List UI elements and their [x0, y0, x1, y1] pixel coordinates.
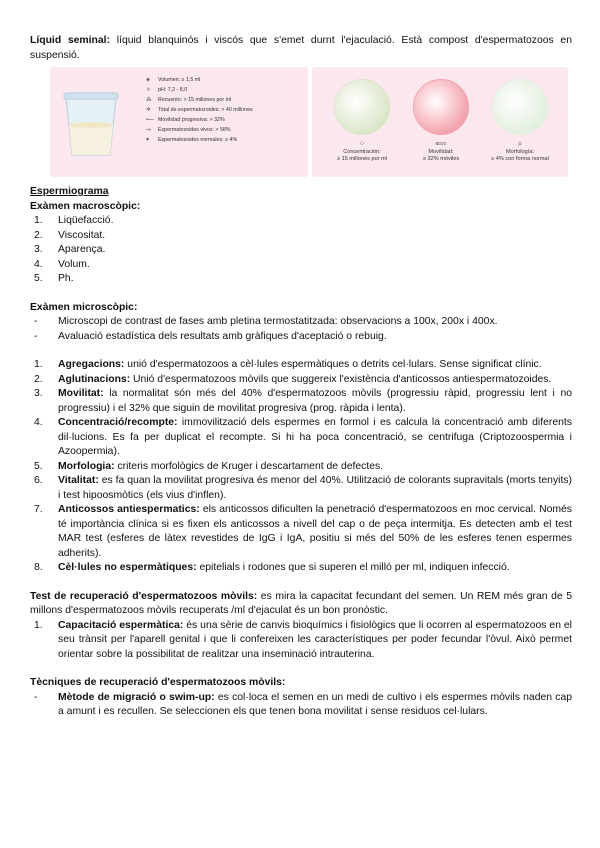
list-number: 4.: [34, 258, 43, 270]
micro-item: [30, 330, 572, 345]
parameters-panel: [50, 67, 308, 177]
criteria-item: [30, 373, 572, 388]
item-term: Capacitació espermàtica:: [58, 619, 184, 631]
item-text: epitelials i rodones que si superen el milló per ml, indiquen infecció.: [196, 562, 510, 573]
micro-title: Exàmen microscòpic:: [30, 301, 138, 313]
list-dash: -: [34, 316, 38, 327]
analysis-label: Movilidad:: [428, 149, 454, 155]
list-number: 2.: [34, 373, 43, 385]
list-number: 3.: [34, 388, 43, 399]
parameter-row: [146, 75, 253, 85]
analysis-icon: ⌕: [517, 139, 523, 148]
micro-list: [30, 315, 572, 344]
item-text: Unió d'espermatozoos mòvils que suggereix l'existència d'anticossos antiespermatozoides.: [130, 373, 552, 385]
microscope-sample-image: [334, 79, 390, 135]
semen-parameters-graphic: [50, 67, 570, 177]
item-term: Mètode de migració o swim-up:: [58, 691, 215, 703]
list-dash: -: [34, 691, 38, 703]
item-text: la normalitat són més del 40% d'espermatozoos mòvils (progressiu ràpid, progressiu lent i no progressiu) i el 32% que siguin de movilitat progresiva (prog. ràpida i lenta).: [58, 388, 572, 414]
rem-text: es mira la capacitat fecundant del semen. Un REM més gran de 5 millons d'espermatozoos mòvils recuperats /ml d'ejaculat és un bon pronòstic.: [30, 590, 572, 616]
item-text: és una sèrie de canvis bioquímics i fisiològics que li ocorren al espermatozoos en el seu trànsit per l'aparell genital i que li confereixen les característiques per poder fecundar l'òvul. Això permet orientar sobre la possibilitat de realitzar una inseminació intrauterina.: [58, 619, 572, 660]
list-number: 2.: [34, 229, 43, 241]
list-number: 4.: [34, 417, 43, 428]
item-term: Vitalitat:: [58, 475, 99, 486]
item-text: es col·loca el semen en un medi de cultivo i els espermes mòvils naden cap a amunt i es recullen. Se seleccionen els que tenen bona movilitat i sense residuos cel·lulars.: [58, 691, 573, 717]
list-number: 3.: [34, 244, 43, 255]
item-term: Movilitat:: [58, 388, 104, 399]
item-term: Morfologia:: [58, 460, 115, 472]
sample-cup-icon: [62, 89, 120, 159]
rem-term: Test de recuperació d'espermatozoos mòvils:: [30, 590, 258, 602]
parameter-row: [146, 125, 253, 135]
criteria-item: [30, 416, 572, 460]
intro-term: Líquid seminal:: [30, 35, 111, 46]
espermiograma-title: Espermiograma: [30, 186, 109, 197]
item-text: es fa quan la movilitat progresiva és menor del 40%. Utilització de colorants supravitals (morts tenyits) i test hipoosmòtics (els vius d'inflen).: [58, 475, 572, 501]
techniques-list: [30, 691, 572, 720]
microscope-sample-image: [413, 79, 469, 135]
item-text: els anticossos dificulten la penetració d'espermatozoos en moc cervical. Només té importància clínica si es fixen els anticossos a nivell del cap o de peça intermitja. Es detecten amb el test MAR test (esferes de làtex revestides de IgG i IgA, positiu si més del 50% de les esferes tenen espermes adherits).: [58, 504, 572, 559]
micro-item-text: Microscopi de contrast de fases amb pletina termostatitzada: observacions a 100x, 200x i 400x.: [58, 316, 498, 327]
total-icon: ✲: [146, 107, 151, 113]
item-term: Concentració/recompte:: [58, 417, 178, 428]
parameter-row: [146, 115, 253, 125]
parameter-text: Recuento: > 15 millones por ml: [158, 97, 232, 103]
microscope-sample-image: [492, 79, 548, 135]
micro-item-text: Avaluació estadística dels resultats amb gràfiques d'aceptació o rebuig.: [58, 330, 387, 342]
micro-item: [30, 315, 572, 330]
item-term: Agregacions:: [58, 359, 125, 370]
techniques-title: Tècniques de recuperació d'espermatozoos mòvils:: [30, 677, 286, 688]
analysis-icon: ⁘: [358, 139, 366, 148]
criteria-item: [30, 460, 572, 475]
macro-item-text: Viscositat.: [58, 229, 106, 241]
criteria-item: [30, 474, 572, 503]
list-number: 5.: [34, 460, 43, 472]
parameter-text: Espermatozoides vivos: > 58%: [158, 127, 231, 133]
parameter-text: Espermatozoides normales: ≥ 4%: [158, 137, 238, 143]
item-text: immovilització dels espermes en formol i es calcula la concentració amb diferents dil·lucions. Es fa per duplicat el recompte. Si hi ha poca concentració, se centrifuga (Criptozoospermia i Azoopermia).: [58, 417, 572, 457]
motility-icon: ⟵: [146, 117, 154, 123]
analysis-panel: [312, 67, 568, 177]
parameter-text: pH: 7,2 - 8,0: [158, 87, 188, 93]
analysis-label: Morfología:: [506, 149, 534, 155]
analysis-item: [407, 79, 475, 163]
macro-item: [30, 272, 572, 287]
list-number: 5.: [34, 273, 43, 284]
analysis-value: ≥ 4% con forma normal: [491, 156, 549, 162]
criteria-list: [30, 358, 572, 576]
analysis-value: ≥ 15 millones por ml: [336, 156, 387, 162]
list-number: 8.: [34, 562, 43, 573]
analysis-label: Concentración:: [343, 149, 381, 155]
criteria-item: [30, 503, 572, 561]
document-page: [30, 34, 572, 720]
parameter-row: [146, 95, 253, 105]
intro-paragraph: [30, 34, 572, 63]
macro-item-text: Liqüefacció.: [58, 215, 114, 226]
parameter-text: Total de espermatozoides: > 40 millones: [158, 107, 253, 113]
item-term: Cèl·lules no espermàtiques:: [58, 562, 197, 573]
parameter-row: [146, 105, 253, 115]
rem-item: [30, 619, 572, 663]
macro-item: [30, 258, 572, 273]
rem-paragraph: [30, 590, 572, 619]
macro-item: [30, 214, 572, 229]
list-number: 1.: [34, 619, 43, 631]
ph-icon: ⚛: [146, 87, 151, 93]
parameter-row: [146, 85, 253, 95]
analysis-value: ≥ 32% móviles: [422, 156, 460, 162]
list-number: 7.: [34, 504, 43, 515]
macro-item-text: Ph.: [58, 273, 74, 284]
analysis-item: [328, 79, 396, 163]
count-icon: ⁂: [146, 97, 152, 103]
vitality-icon: ↝: [146, 127, 151, 133]
technique-item: [30, 691, 572, 720]
item-text: unió d'espermatozoos a cèl·lules espermàtiques o detrits cel·lulars. Sense significat clínic.: [124, 359, 542, 370]
parameter-text: Movilidad progresiva: > 32%: [158, 117, 225, 123]
parameters-list: [146, 75, 253, 145]
macro-item-text: Aparença.: [58, 244, 106, 255]
drop-icon: ◈: [146, 77, 151, 83]
macro-item-text: Volum.: [58, 258, 90, 270]
parameter-text: Volumen: ≥ 1,5 ml: [158, 77, 201, 83]
macro-item: [30, 243, 572, 258]
heart-icon: ♥: [146, 137, 150, 143]
list-number: 6.: [34, 475, 43, 486]
item-term: Anticossos antiespermatics:: [58, 504, 200, 515]
macro-title: Exàmen macroscòpic:: [30, 200, 141, 212]
intro-text: líquid blanquinós i viscós que s'emet durnt l'ejaculació. Està compost d'espermatozoos en suspensió.: [30, 35, 572, 61]
macro-item: [30, 229, 572, 244]
rem-list: [30, 619, 572, 663]
item-text: criteris morfològics de Kruger i descartament de defectes.: [114, 460, 384, 472]
analysis-icon: ⟸: [435, 139, 447, 148]
parameter-row: [146, 135, 253, 145]
criteria-item: [30, 387, 572, 416]
criteria-item: [30, 358, 572, 373]
list-dash: -: [34, 330, 38, 342]
analysis-item: [486, 79, 554, 163]
item-term: Aglutinacions:: [58, 373, 131, 385]
list-number: 1.: [34, 215, 43, 226]
list-number: 1.: [34, 359, 43, 370]
macro-list: [30, 214, 572, 287]
criteria-item: [30, 561, 572, 576]
